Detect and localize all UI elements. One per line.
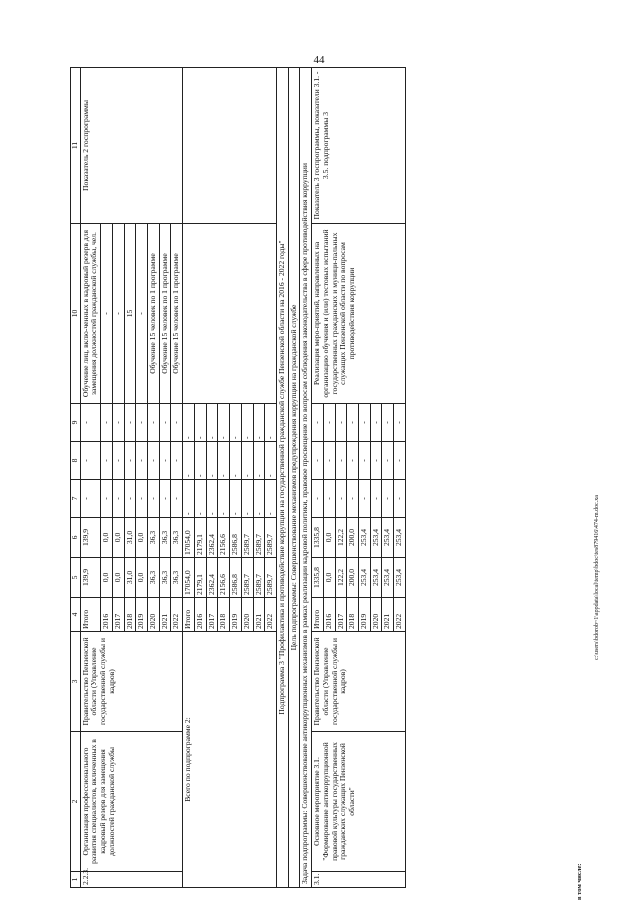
value-cell: 253,4	[382, 518, 394, 558]
column-header: 9	[71, 404, 81, 442]
value-cell: -	[358, 404, 370, 442]
value-cell: -	[136, 442, 148, 480]
year-cell: 2021	[159, 598, 171, 632]
year-cell: Итого	[183, 598, 195, 632]
value-cell: 200,0	[347, 558, 359, 598]
value-cell: -	[347, 442, 359, 480]
value-cell: -	[101, 404, 113, 442]
value-cell: 36,3	[159, 558, 171, 598]
year-cell: 2020	[241, 598, 253, 632]
value-cell: 139,9	[80, 558, 100, 598]
value-cell: -	[101, 442, 113, 480]
year-cell: 2021	[253, 598, 265, 632]
year-cell: 2017	[206, 598, 218, 632]
subprogram-3-goal: Цель подпрограммы: Совершенствование механизмов предупреждения коррупции на гражданской службе	[288, 68, 300, 888]
column-header: 1	[71, 872, 81, 888]
value-cell: -	[370, 442, 382, 480]
value-cell: -	[112, 442, 124, 480]
row-number: 2.2.3.	[80, 872, 182, 888]
value-cell: 2179,1	[194, 558, 206, 598]
row-2-2-3	[80, 68, 100, 888]
indicator-ref: Показатель 3 госпрограммы, показатели 3.1. - 3.5. подпрограммы 3	[312, 68, 406, 224]
rotated-table-block	[70, 68, 580, 888]
value-cell: 36,3	[148, 558, 160, 598]
value-cell: -	[382, 480, 394, 518]
indicator-target: -	[101, 224, 113, 404]
activity-title: Основное мероприятие 3.1. "Формирование антикоррупционной правовой культуры государственных гражданских служащих Пензенской области"	[312, 732, 406, 872]
indicator-name: Реализация меро-приятий, направленных на организацию обучения и (или) тестовых испытаний государственных гражданских и муници-пальных служащих Пензенской области по вопросам противодействия коррупции	[312, 224, 406, 404]
column-header: 8	[71, 442, 81, 480]
year-cell: 2018	[218, 598, 230, 632]
blank-cell	[183, 68, 277, 224]
subtotal-label: Всего по подпрограмме 2:	[183, 632, 277, 888]
value-cell: -	[218, 480, 230, 518]
value-cell: 0,0	[101, 558, 113, 598]
value-cell: 122,2	[335, 518, 347, 558]
column-header: 4	[71, 598, 81, 632]
value-cell: -	[194, 480, 206, 518]
value-cell: -	[347, 404, 359, 442]
indicator-ref: Показатель 2 госпрограммы	[80, 68, 182, 224]
value-cell: 36,3	[171, 558, 183, 598]
value-cell: 0,0	[323, 558, 335, 598]
subprogram-3-goal	[288, 68, 300, 888]
value-cell: 253,4	[394, 558, 406, 598]
subprogram-3-task: Задача подпрограммы: Совершенствование антикоррупционных механизмов в рамках реализации кадровой политики, правовое просвещение по вопросам соблюдения законодательства в сфере противодействия коррупции	[300, 68, 312, 888]
value-cell: 0,0	[323, 518, 335, 558]
value-cell: -	[253, 480, 265, 518]
indicator-target: 15	[124, 224, 136, 404]
value-cell: -	[323, 480, 335, 518]
value-cell: -	[394, 404, 406, 442]
year-cell: Итого	[80, 598, 100, 632]
value-cell: -	[358, 480, 370, 518]
value-cell: -	[183, 480, 195, 518]
value-cell: 253,4	[370, 518, 382, 558]
year-cell: 2018	[347, 598, 359, 632]
value-cell: -	[136, 480, 148, 518]
header-row	[71, 68, 81, 888]
value-cell: -	[241, 480, 253, 518]
blank-cell	[183, 224, 277, 404]
value-cell: -	[312, 480, 324, 518]
indicator-target: -	[136, 224, 148, 404]
value-cell: 0,0	[112, 518, 124, 558]
value-cell: -	[101, 480, 113, 518]
value-cell: -	[394, 480, 406, 518]
file-path: c:\users\bdorob~1\appdata\local\temp\bdoc\tes879416\474-m.doc.xa	[594, 495, 600, 660]
value-cell: -	[159, 442, 171, 480]
value-cell: -	[171, 480, 183, 518]
value-cell: 17054,0	[183, 518, 195, 558]
value-cell: -	[265, 404, 277, 442]
value-cell: -	[335, 480, 347, 518]
value-cell: 2156,6	[218, 518, 230, 558]
value-cell: -	[80, 404, 100, 442]
year-cell: 2019	[230, 598, 242, 632]
value-cell: 1335,8	[312, 518, 324, 558]
value-cell: 2586,8	[230, 558, 242, 598]
year-cell: 2019	[136, 598, 148, 632]
year-cell: 2022	[265, 598, 277, 632]
year-cell: 2021	[382, 598, 394, 632]
value-cell: -	[124, 442, 136, 480]
value-cell: 36,3	[159, 518, 171, 558]
in-that-number-label: в том числе:	[576, 863, 583, 900]
row-number: 3.1.	[312, 872, 406, 888]
column-header: 5	[71, 558, 81, 598]
value-cell: 31,0	[124, 518, 136, 558]
indicator-target: Обучение 15 человек по 1 программе	[171, 224, 183, 404]
value-cell: -	[218, 442, 230, 480]
value-cell: -	[206, 480, 218, 518]
value-cell: -	[335, 442, 347, 480]
value-cell: -	[335, 404, 347, 442]
year-cell: 2017	[335, 598, 347, 632]
subprogram-3-title: Подпрограмма 3 "Профилактика и противодействие коррупции на государственной гражданской службе Пензенской области на 2016 - 2022 годы"	[276, 68, 288, 888]
value-cell: 2179,1	[194, 518, 206, 558]
value-cell: 139,9	[80, 518, 100, 558]
value-cell: 122,2	[335, 558, 347, 598]
value-cell: -	[80, 442, 100, 480]
value-cell: 2589,7	[253, 518, 265, 558]
value-cell: -	[241, 404, 253, 442]
value-cell: -	[253, 442, 265, 480]
indicator-target: -	[112, 224, 124, 404]
value-cell: -	[124, 404, 136, 442]
page-number: 44	[313, 54, 325, 66]
year-cell: 2016	[323, 598, 335, 632]
subprogram-3-task	[300, 68, 312, 888]
value-cell: -	[112, 480, 124, 518]
value-cell: -	[230, 404, 242, 442]
indicator-target: Обучение 15 человек по 1 программе	[148, 224, 160, 404]
value-cell: -	[136, 404, 148, 442]
value-cell: 2589,7	[265, 518, 277, 558]
value-cell: -	[370, 404, 382, 442]
value-cell: -	[394, 442, 406, 480]
value-cell: -	[323, 404, 335, 442]
value-cell: 200,0	[347, 518, 359, 558]
value-cell: 1335,8	[312, 558, 324, 598]
value-cell: -	[265, 442, 277, 480]
value-cell: -	[218, 404, 230, 442]
value-cell: 253,4	[358, 558, 370, 598]
year-cell: 2022	[171, 598, 183, 632]
year-cell: 2022	[394, 598, 406, 632]
indicator-name: Обучение лиц, вклю-ченных в кадровый резерв для замещения должностей гражданской службы, чел.	[80, 224, 100, 404]
value-cell: -	[124, 480, 136, 518]
value-cell: 2589,7	[241, 518, 253, 558]
year-cell: 2016	[101, 598, 113, 632]
value-cell: 0,0	[136, 518, 148, 558]
value-cell: 253,4	[358, 518, 370, 558]
year-cell: 2019	[358, 598, 370, 632]
year-cell: Итого	[312, 598, 324, 632]
subprogram-3-title	[276, 68, 288, 888]
year-cell: 2017	[112, 598, 124, 632]
value-cell: -	[230, 480, 242, 518]
value-cell: -	[206, 442, 218, 480]
column-header: 10	[71, 224, 81, 404]
value-cell: 2589,7	[241, 558, 253, 598]
value-cell: -	[312, 442, 324, 480]
value-cell: 2589,7	[265, 558, 277, 598]
column-header: 6	[71, 518, 81, 558]
value-cell: -	[194, 442, 206, 480]
program-table	[70, 67, 406, 888]
value-cell: 2589,7	[253, 558, 265, 598]
column-header: 11	[71, 68, 81, 224]
value-cell: 253,4	[370, 558, 382, 598]
value-cell: 253,4	[394, 518, 406, 558]
executor: Правительство Пензенской области (Управление государственной службы и кадров)	[312, 632, 406, 732]
column-header: 2	[71, 732, 81, 872]
value-cell: -	[241, 442, 253, 480]
value-cell: -	[148, 442, 160, 480]
value-cell: -	[347, 480, 359, 518]
value-cell: 0,0	[136, 558, 148, 598]
value-cell: -	[171, 442, 183, 480]
value-cell: -	[80, 480, 100, 518]
value-cell: -	[112, 404, 124, 442]
value-cell: -	[148, 404, 160, 442]
value-cell: -	[183, 404, 195, 442]
value-cell: -	[265, 480, 277, 518]
value-cell: -	[159, 480, 171, 518]
year-cell: 2016	[194, 598, 206, 632]
value-cell: 2586,8	[230, 518, 242, 558]
value-cell: -	[323, 442, 335, 480]
value-cell: 0,0	[101, 518, 113, 558]
value-cell: -	[230, 442, 242, 480]
year-cell: 2020	[370, 598, 382, 632]
year-cell: 2018	[124, 598, 136, 632]
year-cell: 2020	[148, 598, 160, 632]
executor: Правительство Пензенской области (Управление государственной службы и кадров)	[80, 632, 182, 732]
value-cell: 36,3	[148, 518, 160, 558]
value-cell: -	[370, 480, 382, 518]
value-cell: -	[171, 404, 183, 442]
value-cell: -	[382, 442, 394, 480]
value-cell: 0,0	[112, 558, 124, 598]
value-cell: 31,0	[124, 558, 136, 598]
value-cell: 17054,0	[183, 558, 195, 598]
value-cell: -	[206, 404, 218, 442]
value-cell: 2362,4	[206, 518, 218, 558]
value-cell: -	[183, 442, 195, 480]
value-cell: -	[148, 480, 160, 518]
value-cell: -	[382, 404, 394, 442]
row-3-1	[312, 68, 324, 888]
indicator-target: Обучение 15 человек по 1 программе	[159, 224, 171, 404]
value-cell: -	[159, 404, 171, 442]
value-cell: -	[253, 404, 265, 442]
value-cell: 2362,4	[206, 558, 218, 598]
value-cell: 253,4	[382, 558, 394, 598]
activity-title: Организация профессионального развития специалистов, включенных в кадровый резерв для замещения должностей гражданской службы	[80, 732, 182, 872]
value-cell: -	[194, 404, 206, 442]
column-header: 7	[71, 480, 81, 518]
value-cell: -	[358, 442, 370, 480]
subtotal-row	[183, 68, 195, 888]
column-header: 3	[71, 632, 81, 732]
value-cell: -	[312, 404, 324, 442]
value-cell: 36,3	[171, 518, 183, 558]
value-cell: 2156,6	[218, 558, 230, 598]
